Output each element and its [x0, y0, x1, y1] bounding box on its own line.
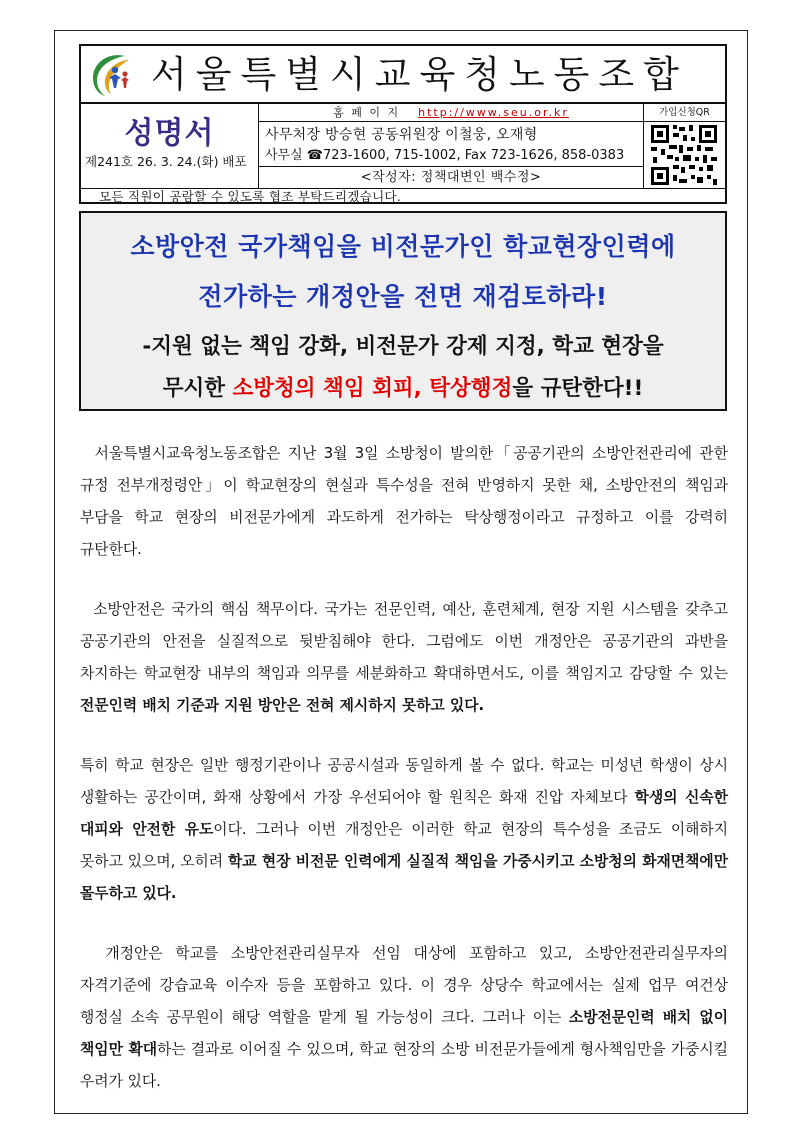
subheadline-line-2 [81, 371, 725, 402]
subheadline-highlight: 소방청의 책임 회피, 탁상행정 [232, 376, 513, 401]
paragraph-4 [80, 938, 728, 1098]
paragraph-2-text: 소방안전은 국가의 핵심 책무이다. 국가는 전문인력, 예산, 훈련체계, 현장 지원 시스템을 갖추고 공공기관의 안전을 실질적으로 뒷받침해야 한다. 그럼에도 이번 개정안은 공공기관의 과반을 차지하는 학교현장 내부의 책임과 의무를 세분화하고 확대하면서도, 이를 책임지고 감당할 수 있는 [80, 601, 728, 682]
paragraph-3 [80, 750, 728, 910]
paragraph-4-text-b: 하는 결과로 이어질 수 있으며, 학교 현장의 소방 비전문가들에게 형사책임만을 가중시킬 우려가 있다. [80, 1041, 728, 1090]
author-line: <작성자: 정책대변인 백수정> [259, 166, 643, 189]
paragraph-2 [80, 594, 728, 722]
statement-label-cell [81, 104, 259, 188]
paragraph-1 [80, 438, 728, 566]
paragraph-3-emphasis-b: 학교 현장 비전문 인력에게 실질적 책임을 가중시키고 소방청의 화재면책에만 몰두하고 있다. [80, 853, 728, 902]
paragraph-1-text: 서울특별시교육청노동조합은 지난 3월 3일 소방청이 발의한「공공기관의 소방안전관리에 관한 규정 전부개정령안」이 학교현장의 현실과 특수성을 전혀 반영하지 못한 채, 소방안전의 책임과 부담을 학교 현장의 비전문가에게 과도하게 전가하는 탁상행정이라고 규정하고 이를 강력히 규탄한다. [80, 445, 728, 558]
qr-label: 가입신청QR [644, 104, 725, 122]
paragraph-3-text-b: 이다. 그러나 이번 개정안은 이러한 학교 현장의 특수성을 조금도 이해하지 못하고 있으며, 오히려 [80, 821, 728, 870]
subheadline-text-a: 무시한 [162, 376, 233, 401]
headline-line-1: 소방안전 국가책임을 비전문가인 학교현장인력에 [130, 232, 676, 261]
union-logo-icon [85, 50, 137, 98]
circulation-note: 모든 직원이 공람할 수 있도록 협조 부탁드리겠습니다. [81, 188, 725, 204]
union-name: 서울특별시교육청노동조합 [151, 53, 688, 96]
doc-type-title: 성명서 [124, 116, 215, 151]
homepage-label: 홈 페 이 지 [333, 106, 401, 119]
homepage-link[interactable]: http://www.seu.or.kr [418, 106, 569, 119]
headline-box [79, 211, 727, 411]
paragraph-4-text-a: 개정안은 학교를 소방안전관리실무자 선임 대상에 포함하고 있고, 소방안전관리실무자의 자격기준에 강습교육 이수자 등을 포함하고 있다. 이 경우 상당수 학교에서는 실제 업무 여건상 행정실 소속 공무원이 해당 역할을 맡게 될 가능성이 크다. 그러나 이는 [80, 945, 728, 1026]
contact-cell [259, 104, 643, 188]
subheadline-line-1: -지원 없는 책임 강화, 비전문가 강제 지정, 학교 현장을 [142, 334, 664, 359]
homepage-row [259, 104, 643, 122]
paragraph-3-emphasis-a: 학생의 신속한 대피와 안전한 유도 [80, 789, 728, 838]
paragraph-3-text-a: 특히 학교 현장은 일반 행정기관이나 공공시설과 동일하게 볼 수 없다. 학교는 미성년 학생이 상시 생활하는 공간이며, 화재 상황에서 가장 우선되어야 할 원칙은 화재 진압 자체보다 [80, 757, 728, 806]
qr-code-icon[interactable] [651, 125, 717, 185]
doc-issue-info: 제241호 26. 3. 24.(화) 배포 [85, 154, 247, 169]
phone-fax-line: 사무실 ☎723-1600, 715-1002, Fax 723-1626, 858-0383 [265, 148, 625, 163]
statement-body [80, 438, 728, 1126]
subheadline-text-b: 을 규탄한다!! [512, 376, 644, 401]
paragraph-2-emphasis: 전문인력 배치 기준과 지원 방안은 전혀 제시하지 못하고 있다. [80, 697, 485, 714]
paragraph-4-emphasis: 소방전문인력 배치 없이 책임만 확대 [80, 1009, 728, 1058]
officers-line: 사무처장 방승현 공동위원장 이철웅, 오재형 [265, 127, 538, 143]
letterhead-title-row [81, 46, 725, 104]
letterhead [79, 44, 727, 204]
qr-cell [643, 104, 725, 188]
headline-line-2: 전가하는 개정안을 전면 재검토하라! [198, 282, 608, 311]
